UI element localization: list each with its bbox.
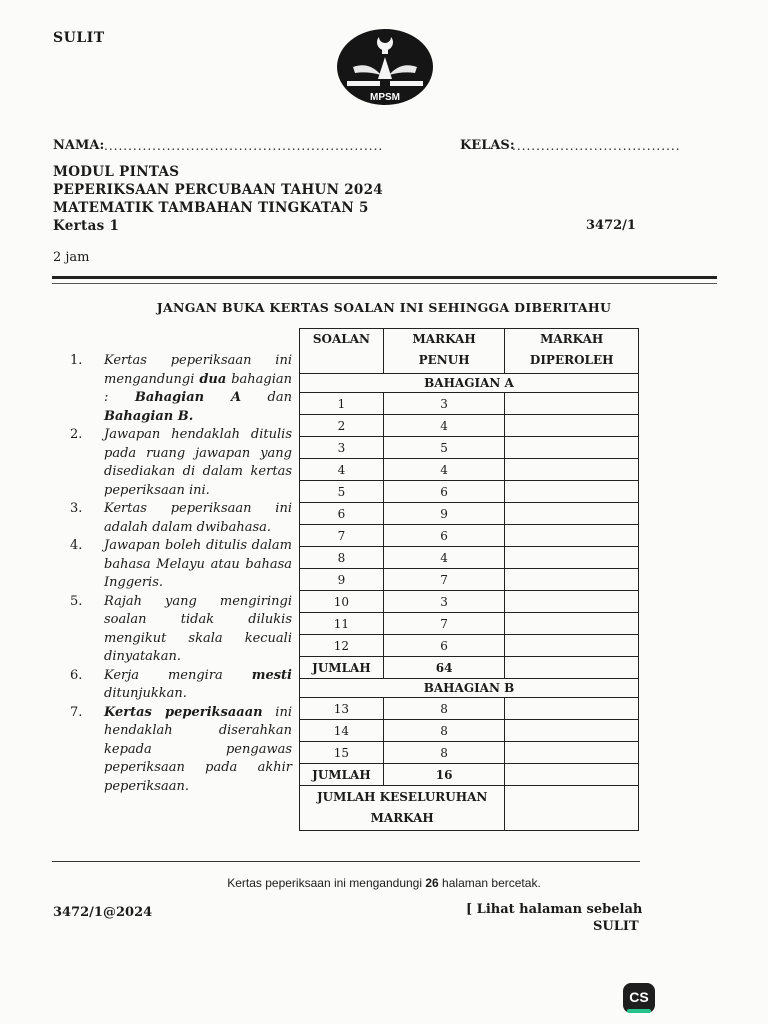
total-label: JUMLAH	[300, 657, 384, 679]
full-marks: 4	[383, 415, 505, 437]
question-number: 3	[300, 437, 384, 459]
question-number: 5	[300, 481, 384, 503]
instruction-number: 1.	[70, 353, 83, 368]
camscanner-bar	[627, 1009, 651, 1013]
marks-obtained-cell[interactable]	[505, 415, 639, 437]
total-marks: 64	[383, 657, 505, 679]
page-count-note: Kertas peperiksaan ini mengandungi 26 halaman bercetak.	[227, 876, 541, 890]
total-label: JUMLAH	[300, 764, 384, 786]
marks-obtained-cell[interactable]	[505, 591, 639, 613]
marks-obtained-cell[interactable]	[505, 459, 639, 481]
instruction-item	[70, 704, 292, 797]
total-obtained-cell[interactable]	[505, 764, 639, 786]
question-number: 1	[300, 393, 384, 415]
full-marks: 5	[383, 437, 505, 459]
full-marks: 7	[383, 613, 505, 635]
total-marks: 16	[383, 764, 505, 786]
instruction-text: Kertas peperiksaan ini adalah dalam dwibahasa.	[104, 501, 292, 535]
header-markah-penuh: MARKAH PENUH	[383, 329, 505, 374]
table-row	[300, 591, 639, 613]
question-number: 14	[300, 720, 384, 742]
logo-text: MPSM	[370, 92, 400, 103]
grand-total-obtained-cell[interactable]	[505, 786, 639, 831]
table-row	[300, 698, 639, 720]
marks-obtained-cell[interactable]	[505, 393, 639, 415]
table-row	[300, 569, 639, 591]
section-b-row	[300, 679, 639, 698]
instruction-text: mesti	[251, 667, 292, 683]
instruction-text: ditunjukkan.	[104, 686, 187, 701]
instruction-text: Rajah yang mengiringi soalan tidak dilukis mengikut skala kecuali dinyatakan.	[104, 593, 292, 664]
question-number: 13	[300, 698, 384, 720]
instruction-text: Bahagian A	[134, 390, 242, 405]
instruction-number: 6.	[70, 667, 83, 683]
paper-code: 3472/1	[586, 218, 636, 233]
marks-obtained-cell[interactable]	[505, 613, 639, 635]
instruction-number: 7.	[70, 704, 83, 720]
marks-obtained-cell[interactable]	[505, 569, 639, 591]
full-marks: 4	[383, 459, 505, 481]
instruction-text: Kerja mengira	[104, 667, 252, 683]
table-row	[300, 547, 639, 569]
kelas-label: KELAS:	[460, 138, 515, 153]
sulit-header: SULIT	[53, 30, 105, 46]
instruction-text: dan	[241, 390, 293, 405]
instruction-number: 5.	[70, 593, 83, 609]
lihat-halaman: [ Lihat halaman sebelah	[466, 902, 643, 917]
total-obtained-cell[interactable]	[505, 657, 639, 679]
table-row	[300, 481, 639, 503]
kertas-label: Kertas 1	[53, 218, 120, 234]
question-number: 9	[300, 569, 384, 591]
marks-obtained-cell[interactable]	[505, 437, 639, 459]
divider-thin	[52, 283, 717, 284]
table-row	[300, 742, 639, 764]
full-marks: 8	[383, 698, 505, 720]
instruction-text: Jawapan boleh ditulis dalam bahasa Melayu atau bahasa Inggeris.	[104, 538, 292, 590]
question-number: 12	[300, 635, 384, 657]
instruction-text: Jawapan hendaklah ditulis pada ruang jawapan yang disediakan di dalam kertas peperiksaan ini.	[104, 427, 292, 498]
grand-total-row	[300, 786, 639, 831]
table-row	[300, 437, 639, 459]
footer-divider	[52, 861, 640, 862]
instruction-item	[70, 593, 292, 667]
marks-obtained-cell[interactable]	[505, 698, 639, 720]
grand-total-label: JUMLAH KESELURUHAN MARKAH	[300, 786, 505, 831]
table-row	[300, 503, 639, 525]
question-number: 4	[300, 459, 384, 481]
camscanner-badge	[623, 983, 655, 1013]
duration: 2 jam	[53, 250, 90, 265]
instruction-text: Bahagian B.	[104, 408, 194, 424]
instruction-item	[70, 667, 292, 704]
nama-field[interactable]: ..........................................................	[104, 139, 384, 153]
sulit-footer: SULIT	[593, 919, 639, 934]
marks-obtained-cell[interactable]	[505, 481, 639, 503]
full-marks: 8	[383, 720, 505, 742]
full-marks: 4	[383, 547, 505, 569]
school-logo	[335, 27, 435, 107]
instruction-text: Kertas peperiksaan ini mengandungi	[104, 353, 292, 387]
table-row	[300, 393, 639, 415]
header-soalan: SOALAN	[300, 329, 384, 374]
instruction-text: bahagian :	[104, 371, 292, 405]
marks-table	[299, 328, 639, 831]
full-marks: 6	[383, 481, 505, 503]
nama-label: NAMA:	[53, 138, 105, 153]
kelas-field[interactable]: ...................................	[512, 139, 681, 153]
full-marks: 3	[383, 393, 505, 415]
title-subject: MATEMATIK TAMBAHAN TINGKATAN 5	[53, 200, 369, 216]
section-a-row	[300, 374, 639, 393]
marks-obtained-cell[interactable]	[505, 635, 639, 657]
instruction-item	[70, 352, 292, 426]
marks-obtained-cell[interactable]	[505, 503, 639, 525]
table-row	[300, 635, 639, 657]
full-marks: 9	[383, 503, 505, 525]
instruction-number: 2.	[70, 427, 83, 442]
full-marks: 6	[383, 525, 505, 547]
total-row-a	[300, 657, 639, 679]
table-row	[300, 525, 639, 547]
page-count: 26	[425, 876, 439, 890]
instruction-item	[70, 426, 292, 500]
instruction-item	[70, 500, 292, 537]
table-row	[300, 720, 639, 742]
question-number: 15	[300, 742, 384, 764]
camscanner-text: CS	[629, 989, 649, 1005]
table-row	[300, 415, 639, 437]
question-number: 8	[300, 547, 384, 569]
section-a-row-label: BAHAGIAN A	[300, 374, 639, 393]
instruction-number: 4.	[70, 538, 83, 553]
title-modul: MODUL PINTAS	[53, 164, 180, 180]
footer-code: 3472/1@2024	[53, 905, 153, 920]
table-row	[300, 459, 639, 481]
divider-thick	[52, 276, 717, 279]
marks-obtained-cell[interactable]	[505, 525, 639, 547]
title-peperiksaan: PEPERIKSAAN PERCUBAAN TAHUN 2024	[53, 182, 383, 198]
instruction-text: Kertas peperiksaaan	[104, 704, 263, 720]
question-number: 6	[300, 503, 384, 525]
warning-text: JANGAN BUKA KERTAS SOALAN INI SEHINGGA DIBERITAHU	[156, 300, 612, 315]
question-number: 7	[300, 525, 384, 547]
section-b-row-label: BAHAGIAN B	[300, 679, 639, 698]
total-row-b	[300, 764, 639, 786]
question-number: 10	[300, 591, 384, 613]
instructions-list	[70, 352, 292, 796]
full-marks: 8	[383, 742, 505, 764]
marks-obtained-cell[interactable]	[505, 547, 639, 569]
full-marks: 6	[383, 635, 505, 657]
instruction-text: dua	[199, 371, 227, 387]
table-header-row	[300, 329, 639, 374]
full-marks: 3	[383, 591, 505, 613]
header-markah-diperoleh: MARKAH DIPEROLEH	[505, 329, 639, 374]
question-number: 2	[300, 415, 384, 437]
table-row	[300, 613, 639, 635]
full-marks: 7	[383, 569, 505, 591]
marks-obtained-cell[interactable]	[505, 742, 639, 764]
instruction-text: ini hendaklah diserahkan kepada pengawas peperiksaan pada akhir peperiksaan.	[104, 704, 292, 794]
question-number: 11	[300, 613, 384, 635]
instruction-item	[70, 537, 292, 593]
marks-obtained-cell[interactable]	[505, 720, 639, 742]
instruction-number: 3.	[70, 501, 83, 516]
